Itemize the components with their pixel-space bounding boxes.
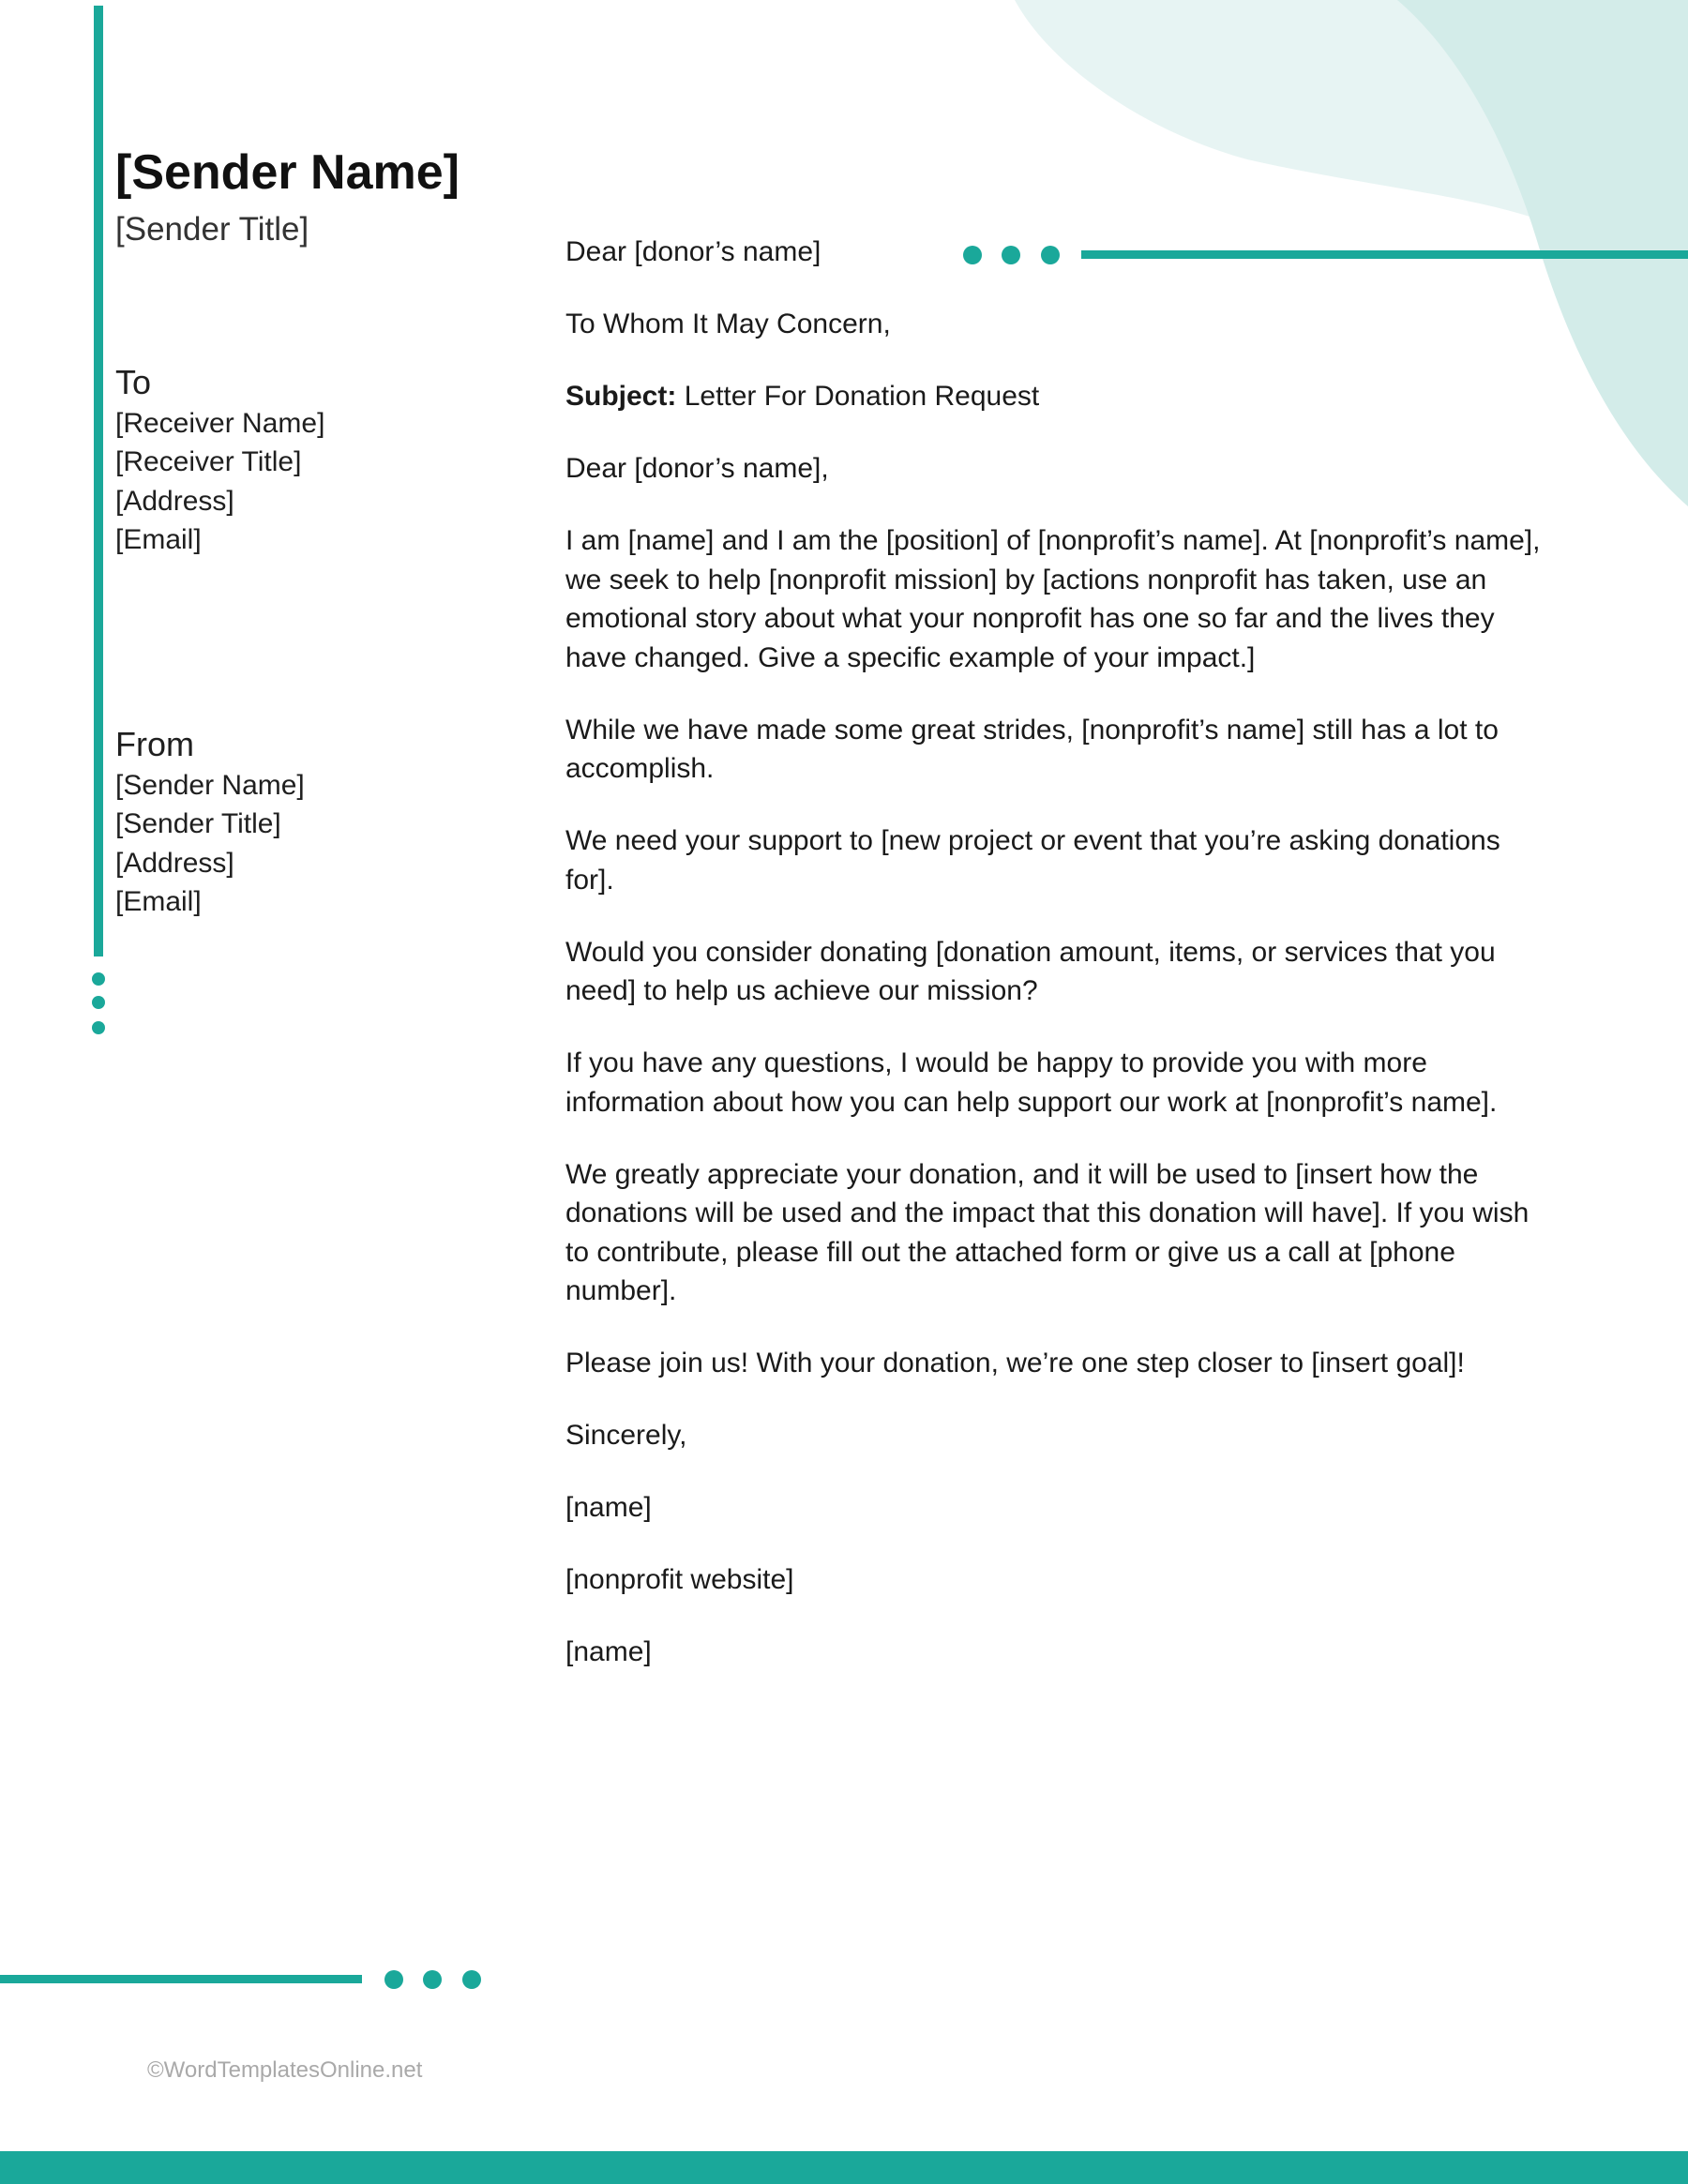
signature-name-2: [name]: [565, 1636, 652, 1667]
vertical-accent-line: [94, 6, 103, 956]
from-sender-name: [Sender Name]: [115, 769, 305, 801]
paragraph-support: We need your support to [new project or event that you’re asking donations for].: [565, 825, 1500, 896]
paragraph-join: Please join us! With your donation, we’re one step closer to [insert goal]!: [565, 1348, 1465, 1378]
footer-accent-bar: [0, 2151, 1688, 2184]
greeting-top: Dear [donor’s name]: [565, 236, 821, 267]
subject-text: Letter For Donation Request: [684, 381, 1040, 412]
receiver-name: [Receiver Name]: [115, 407, 325, 439]
accent-dot: [92, 1021, 105, 1034]
from-heading: From: [115, 725, 194, 763]
salutation: Dear [donor’s name],: [565, 453, 829, 484]
sender-title: [Sender Title]: [115, 211, 309, 248]
sender-name-heading: [Sender Name]: [115, 145, 460, 200]
letter-body: [565, 233, 1550, 1705]
receiver-address: [Address]: [115, 485, 234, 517]
signature-website: [nonprofit website]: [565, 1564, 794, 1595]
paragraph-ask: Would you consider donating [donation amount, items, or services that you need] to help us achieve our mission?: [565, 936, 1496, 1006]
to-heading: To: [115, 363, 152, 401]
from-email: [Email]: [115, 886, 202, 917]
paragraph-intro: I am [name] and I am the [position] of [nonprofit’s name]. At [nonprofit’s name], we seek to help [nonprofit mission] by [actions nonprofit has taken, use an emotional story about what your nonprofit has one so far and the lives they have changed. Give a specific example of your impact.]: [565, 525, 1541, 673]
recipient-line: To Whom It May Concern,: [565, 309, 891, 339]
paragraph-questions: If you have any questions, I would be happy to provide you with more information about how you can help support our work at [nonprofit’s name].: [565, 1047, 1498, 1118]
accent-dot: [462, 1970, 481, 1989]
from-sender-title: [Sender Title]: [115, 808, 281, 839]
to-block: [115, 363, 324, 560]
accent-dot: [423, 1970, 442, 1989]
paragraph-strides: While we have made some great strides, [nonprofit’s name] still has a lot to accomplish.: [565, 714, 1499, 784]
signature-name: [name]: [565, 1492, 652, 1523]
paragraph-appreciation: We greatly appreciate your donation, and it will be used to [insert how the donations will be used and the impact that this donation will have]. If you wish to contribute, please fill out the attached form or give us a call at [phone number].: [565, 1158, 1530, 1306]
closing: Sincerely,: [565, 1420, 687, 1451]
horizontal-accent-line-bottom: [0, 1975, 362, 1983]
accent-dot: [92, 996, 105, 1009]
from-address: [Address]: [115, 847, 234, 879]
accent-dot: [92, 972, 105, 986]
accent-dot: [384, 1970, 403, 1989]
subject-label: Subject:: [565, 381, 677, 412]
subject-line: [565, 377, 1550, 416]
from-block: [115, 725, 305, 922]
watermark: ©WordTemplatesOnline.net: [147, 2057, 423, 2083]
receiver-title: [Receiver Title]: [115, 446, 302, 477]
receiver-email: [Email]: [115, 524, 202, 555]
